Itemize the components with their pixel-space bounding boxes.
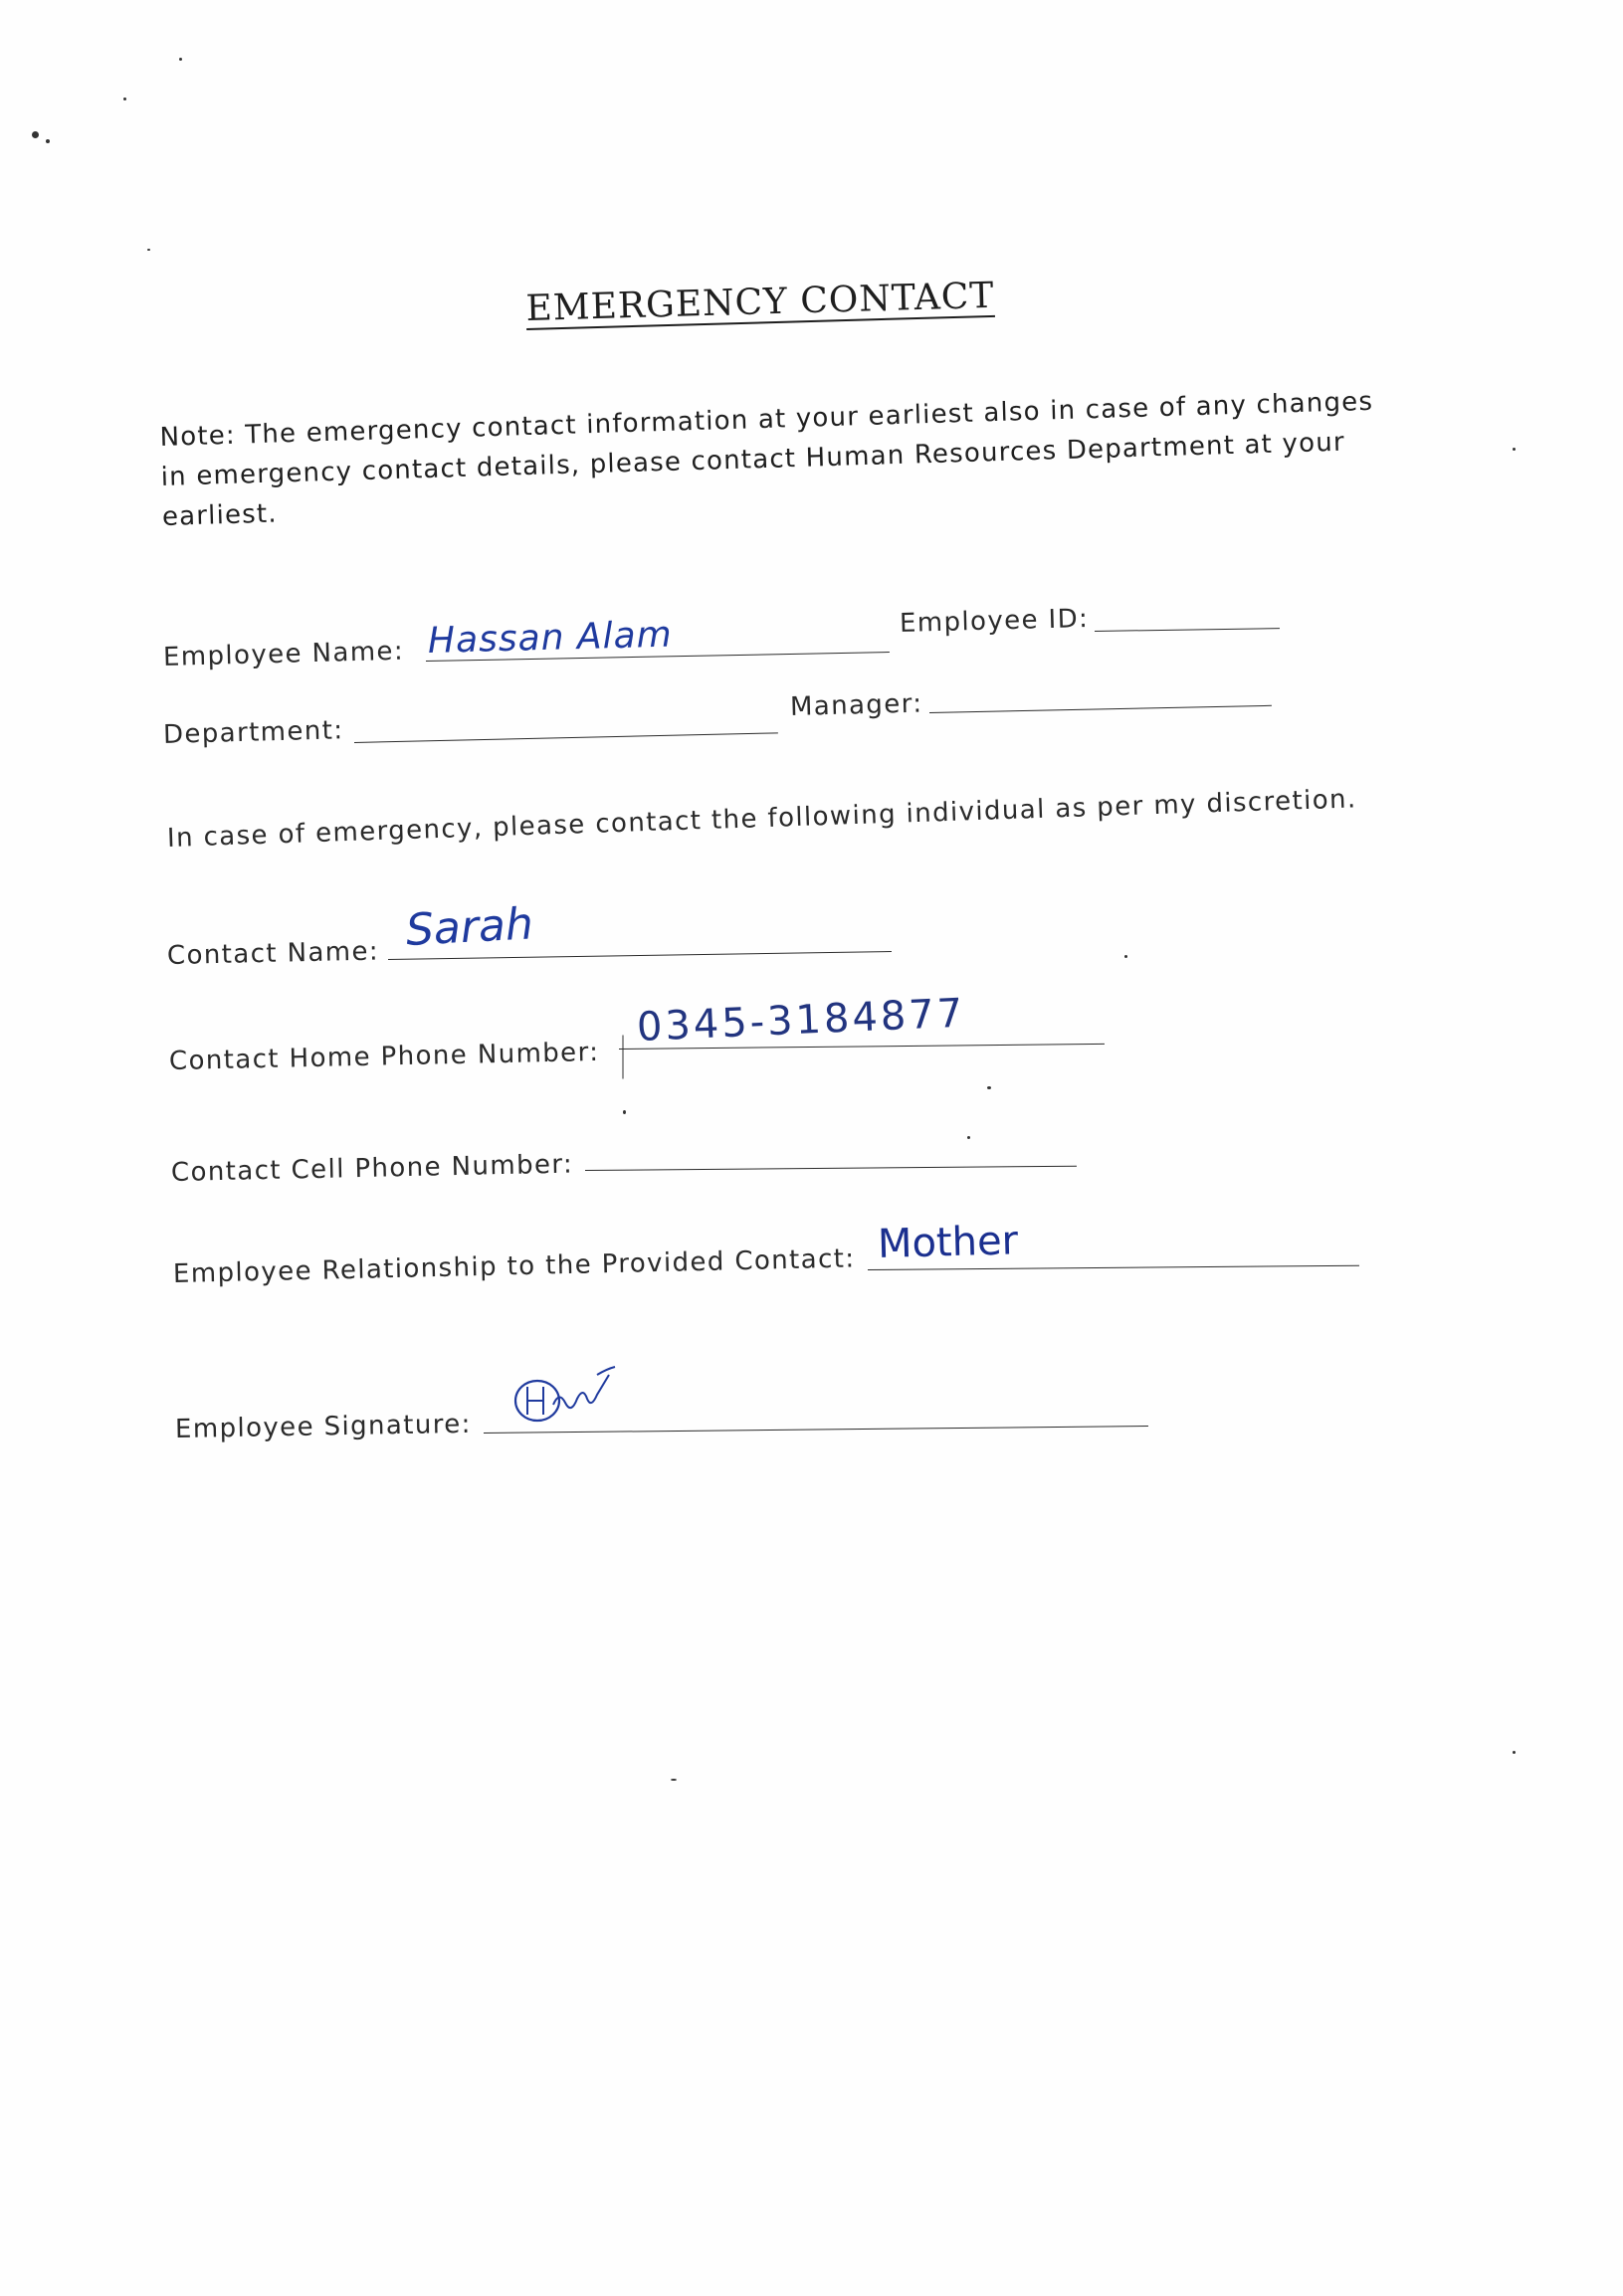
page-title: EMERGENCY CONTACT: [525, 275, 995, 329]
intro-text: In case of emergency, please contact the following individual as per my discretion.: [166, 784, 1358, 854]
scan-speck: [147, 249, 150, 251]
manager-line: [929, 705, 1272, 713]
manager-label: Manager:: [789, 688, 923, 722]
department-line: [354, 732, 778, 743]
home-phone-label: Contact Home Phone Number:: [168, 1037, 600, 1076]
employee-name-row: [163, 637, 405, 672]
manager-row: [790, 689, 923, 722]
contact-name-row: [167, 937, 380, 971]
scan-speck: [1513, 448, 1516, 451]
home-phone-tick: [623, 1036, 624, 1079]
scan-speck: [967, 1136, 970, 1139]
scan-speck: [32, 131, 39, 138]
relationship-line: [868, 1265, 1359, 1270]
department-label: Department:: [162, 715, 344, 750]
intro-row: [167, 784, 1358, 854]
relationship-row: [173, 1244, 856, 1289]
employee-id-row: [900, 604, 1090, 639]
signature-label: Employee Signature:: [174, 1409, 473, 1444]
scan-speck: [1124, 955, 1127, 958]
home-phone-value: 0345-3184877: [635, 990, 967, 1051]
employee-name-label: Employee Name:: [162, 636, 405, 672]
employee-id-line: [1095, 628, 1280, 632]
department-row: [163, 715, 344, 750]
relationship-label: Employee Relationship to the Provided Contact:: [172, 1244, 856, 1289]
scan-speck: [671, 1779, 677, 1781]
employee-id-label: Employee ID:: [899, 604, 1090, 639]
contact-name-value: Sarah: [404, 898, 535, 956]
cell-phone-line: [585, 1166, 1077, 1171]
home-phone-row: [169, 1038, 600, 1076]
scan-speck: [179, 58, 182, 61]
note-paragraph: Note: The emergency contact information at your earliest also in case of any changes in emergency contact details, please contact Human Resources Department at your earliest.: [159, 386, 1374, 532]
employee-name-value: Hassan Alam: [427, 614, 674, 662]
relationship-value: Mother: [877, 1218, 1019, 1267]
scan-speck: [623, 1110, 626, 1114]
contact-name-label: Contact Name:: [166, 936, 380, 971]
scan-speck: [987, 1086, 991, 1089]
signature-row: [175, 1410, 472, 1444]
signature-mark: [506, 1353, 625, 1433]
cell-phone-row: [171, 1150, 574, 1188]
scan-speck: [1513, 1751, 1516, 1754]
scan-speck: [46, 139, 50, 143]
scan-speck: [123, 97, 126, 100]
cell-phone-label: Contact Cell Phone Number:: [170, 1149, 574, 1188]
